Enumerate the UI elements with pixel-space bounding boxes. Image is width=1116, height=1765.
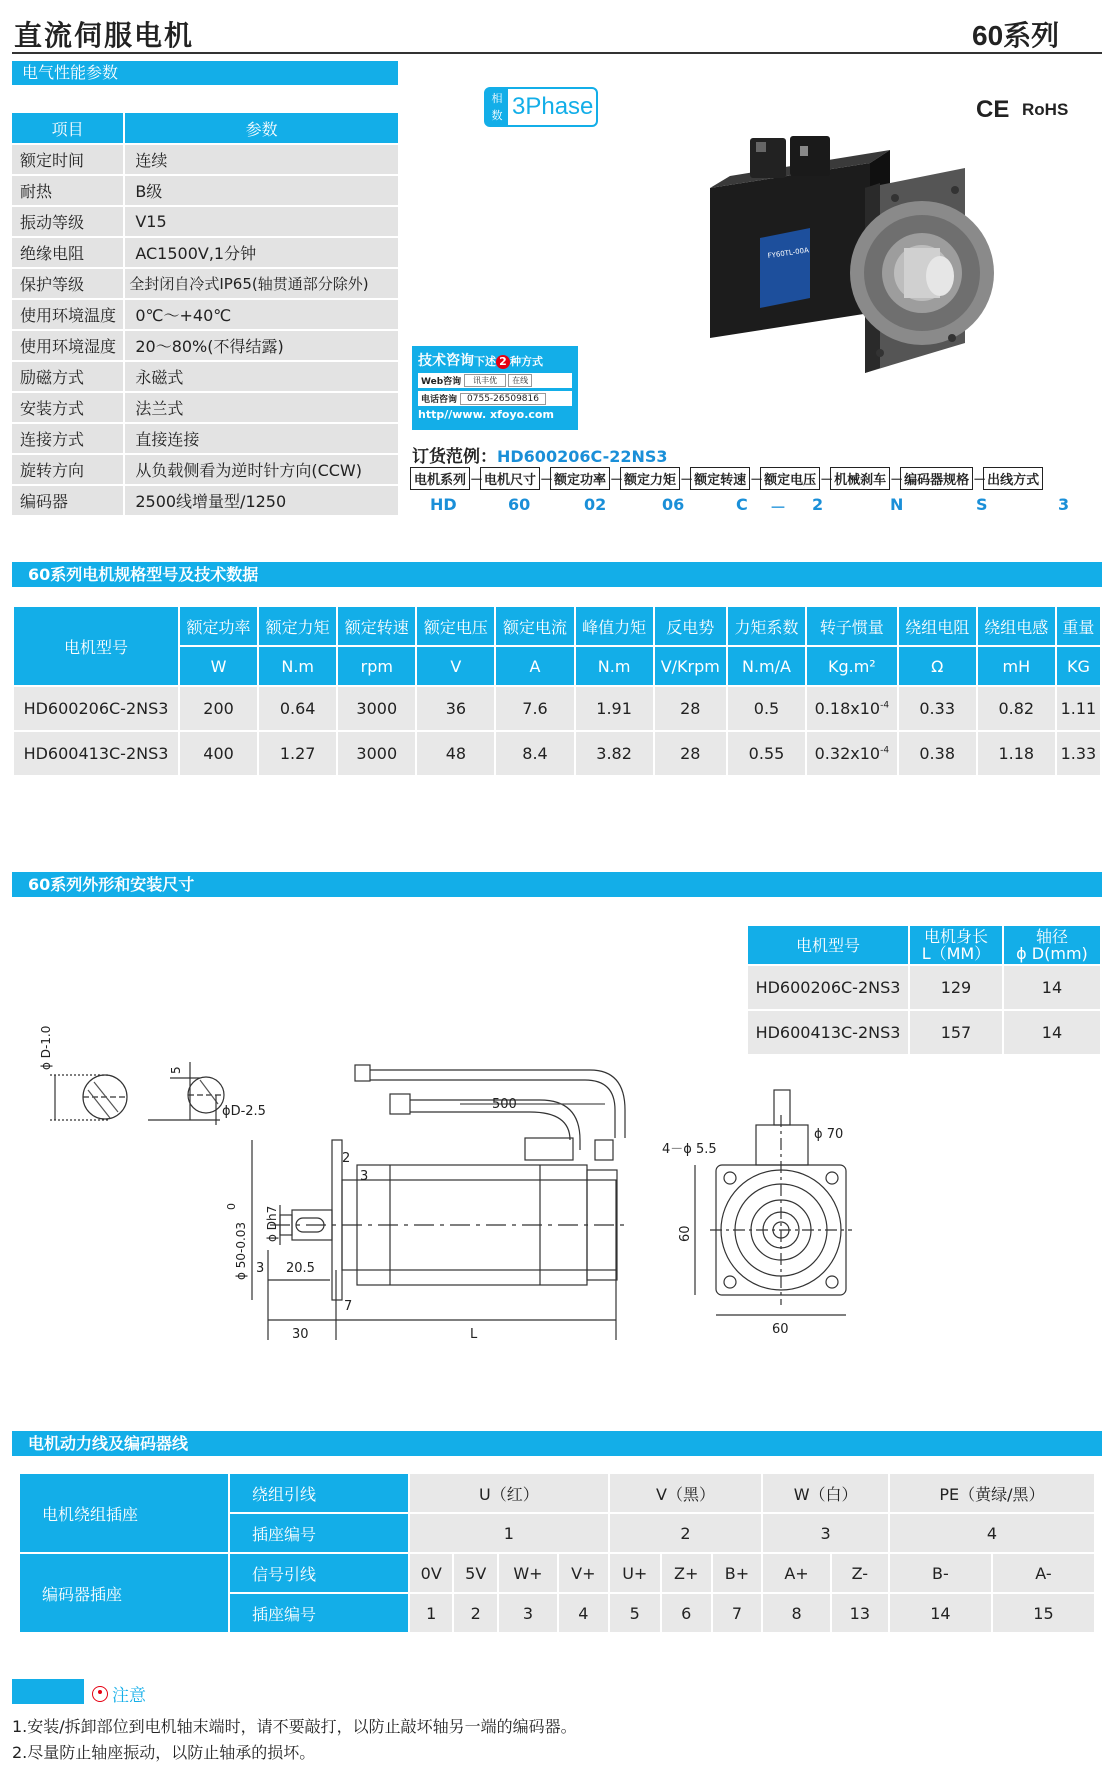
signal-lead: Z- [831, 1553, 889, 1593]
param-key: 励磁方式 [12, 361, 124, 392]
order-dash: － [680, 473, 694, 488]
spec-unit: N.m [258, 646, 337, 686]
signal-pin: 5 [609, 1593, 661, 1633]
order-value: S [976, 495, 988, 514]
order-field: 额定电压 [760, 467, 820, 490]
spec-header: 转子惯量 [806, 606, 898, 646]
ce-mark: CE [976, 96, 1010, 123]
spec-cell: 1.91 [575, 686, 654, 731]
signal-pin: 8 [762, 1593, 830, 1633]
title-rule [12, 52, 1102, 54]
consult-heading [418, 350, 572, 370]
spec-header: 额定力矩 [258, 606, 337, 646]
spec-header: 力矩系数 [727, 606, 806, 646]
drawing-label-d1: ϕ D-1.0 [39, 1025, 53, 1070]
dim-shaft: 14 [1003, 1010, 1101, 1055]
spec-header: 额定电流 [495, 606, 574, 646]
order-value: HD [430, 495, 457, 514]
consult-tel: 0755-26509816 [460, 393, 546, 405]
order-field: 电机尺寸 [480, 467, 540, 490]
phase-badge [484, 87, 598, 127]
spec-cell: 28 [654, 686, 727, 731]
spec-inertia-base: 0.32x10 [814, 744, 881, 763]
order-value: 2 [812, 495, 824, 514]
order-example: HD600206C-22NS3 [497, 447, 668, 466]
order-value: N [890, 495, 904, 514]
drawing-label-phi50: ϕ 50-0.03 [234, 1221, 248, 1280]
param-key: 振动等级 [12, 206, 124, 237]
outline-section-bar: 60系列外形和安装尺寸 [12, 872, 1102, 897]
encoder-signal-label: 信号引线 [229, 1553, 409, 1593]
dim-length: 157 [909, 1010, 1003, 1055]
dim-model: HD600206C-2NS3 [747, 965, 909, 1010]
encoder-socket-label: 编码器插座 [19, 1553, 229, 1633]
param-value: 20～80%(不得结露) [124, 330, 398, 361]
consult-box [412, 346, 578, 430]
spec-cell: 0.5 [727, 686, 806, 731]
spec-unit: Kg.m² [806, 646, 898, 686]
drawing-label-sixty-v: 60 [678, 1225, 693, 1242]
dim-model-header: 电机型号 [747, 925, 909, 965]
drawing-label-zero: 0 [225, 1203, 238, 1210]
drawing-label-five: 5 [169, 1066, 183, 1074]
drawing-label-cable: 500 [492, 1097, 517, 1112]
spec-header: 额定转速 [337, 606, 416, 646]
spec-unit: KG [1056, 646, 1101, 686]
power-lead: V（黑） [609, 1473, 763, 1513]
nameplate-text: FY60TL-00A [767, 246, 810, 260]
drawing-label-sixty-h: 60 [772, 1322, 789, 1337]
winding-lead-label: 绕组引线 [229, 1473, 409, 1513]
signal-pin: 13 [831, 1593, 889, 1633]
consult-web-button-2[interactable]: 在线 [508, 374, 532, 387]
spec-cell: 3000 [337, 731, 416, 776]
drawing-label-two: 2 [342, 1151, 351, 1166]
signal-lead: 5V [453, 1553, 497, 1593]
spec-unit: rpm [337, 646, 416, 686]
spec-cell: 36 [416, 686, 495, 731]
spec-cell: 1.27 [258, 731, 337, 776]
param-value: 0℃～+40℃ [124, 299, 398, 330]
order-dash: － [820, 473, 834, 488]
spec-header: 额定功率 [179, 606, 258, 646]
motor-photo [690, 128, 1010, 403]
order-value: 06 [662, 495, 685, 514]
order-dash: － [770, 498, 787, 517]
dim-length-header [909, 925, 1003, 965]
dim-shaft-line1: 轴径 [1035, 927, 1068, 946]
order-value: 60 [508, 495, 531, 514]
power-lead: U（红） [409, 1473, 609, 1513]
signal-lead: 0V [409, 1553, 453, 1593]
param-value: 2500线增量型/1250 [124, 485, 398, 516]
param-value: 连续 [124, 144, 398, 175]
electrical-section-bar [12, 61, 398, 85]
consult-web-button[interactable]: 讯丰优 [464, 374, 506, 387]
signal-lead: Z+ [661, 1553, 712, 1593]
order-value: C [736, 495, 748, 514]
param-key: 保护等级 [12, 268, 124, 299]
electrical-table [12, 113, 398, 517]
spec-section-bar: 60系列电机规格型号及技术数据 [12, 562, 1102, 587]
order-title-label: 订货范例： [412, 447, 497, 467]
order-field: 机械刹车 [830, 467, 890, 490]
drawing-label-holes: 4－ϕ 5.5 [662, 1142, 717, 1157]
spec-unit: N.m/A [727, 646, 806, 686]
spec-unit: mH [977, 646, 1056, 686]
phase-value: 3Phase [512, 93, 594, 120]
spec-cell: 0.64 [258, 686, 337, 731]
spec-header: 重量 [1056, 606, 1101, 646]
spec-model: HD600206C-2NS3 [13, 686, 179, 731]
signal-pin: 3 [498, 1593, 558, 1633]
notes-heading [92, 1681, 146, 1706]
spec-cell: 1.11 [1056, 686, 1101, 731]
signal-pin: 7 [712, 1593, 763, 1633]
outline-drawing [30, 1020, 930, 1360]
notes-title: 注意 [112, 1686, 146, 1706]
order-value: 3 [1058, 495, 1070, 514]
table-row [13, 731, 1101, 776]
spec-unit: W [179, 646, 258, 686]
signal-lead: U+ [609, 1553, 661, 1593]
param-key: 旋转方向 [12, 454, 124, 485]
series-title: 60系列 [972, 20, 1060, 51]
signal-lead: B- [889, 1553, 992, 1593]
winding-socket-label: 电机绕组插座 [19, 1473, 229, 1553]
dim-model: HD600413C-2NS3 [747, 1010, 909, 1055]
wiring-section-bar: 电机动力线及编码器线 [12, 1431, 1102, 1456]
dim-shaft-line2: ϕ D(mm) [1016, 944, 1088, 963]
order-title [412, 442, 668, 467]
motor-front-view [662, 1090, 852, 1337]
power-pin: 2 [609, 1513, 763, 1553]
col-param: 参数 [124, 113, 398, 144]
signal-lead: A- [992, 1553, 1095, 1593]
order-dash: － [750, 473, 764, 488]
order-fields [410, 467, 1043, 490]
phase-label-1: 相 [491, 92, 503, 105]
table-row [747, 965, 1101, 1010]
signal-lead: V+ [558, 1553, 609, 1593]
spec-cell: 3000 [337, 686, 416, 731]
spec-cell: 0.82 [977, 686, 1056, 731]
signal-pin: 15 [992, 1593, 1095, 1633]
page-title: 直流伺服电机 [14, 20, 195, 51]
motor-side-view [225, 1065, 630, 1342]
drawing-label-L: L [470, 1327, 478, 1342]
param-value: 直接连接 [124, 423, 398, 454]
spec-table [12, 605, 1102, 777]
param-key: 使用环境湿度 [12, 330, 124, 361]
param-key: 使用环境温度 [12, 299, 124, 330]
winding-pin-label: 插座编号 [229, 1513, 409, 1553]
order-dash: － [890, 473, 904, 488]
spec-cell: 0.38 [898, 731, 977, 776]
order-field: 电机系列 [410, 467, 470, 490]
phase-label-box [486, 89, 508, 125]
order-field: 额定功率 [550, 467, 610, 490]
drawing-label-three2: 3 [256, 1261, 265, 1276]
drawing-label-three: 3 [360, 1169, 369, 1184]
drawing-label-thirty: 30 [292, 1327, 309, 1342]
dim-length-line2: L（MM） [921, 944, 991, 963]
phase-label-2: 数 [491, 109, 503, 122]
spec-unit: V/Krpm [654, 646, 727, 686]
consult-sub2: 种方式 [510, 355, 543, 368]
spec-cell: 48 [416, 731, 495, 776]
order-field: 额定转速 [690, 467, 750, 490]
consult-sub: 下述 [474, 355, 496, 368]
spec-header: 绕组电感 [977, 606, 1056, 646]
shaft-section-2 [148, 1062, 266, 1125]
dim-shaft: 14 [1003, 965, 1101, 1010]
spec-model-header: 电机型号 [13, 606, 179, 686]
order-values [410, 495, 1100, 515]
param-value: B级 [124, 175, 398, 206]
consult-num: 2 [496, 355, 510, 369]
warning-icon [92, 1686, 108, 1702]
param-value: 法兰式 [124, 392, 398, 423]
spec-inertia-base: 0.18x10 [814, 699, 881, 718]
spec-header: 额定电压 [416, 606, 495, 646]
encoder-pin-label: 插座编号 [229, 1593, 409, 1633]
signal-lead: B+ [712, 1553, 763, 1593]
note-item: 2.尽量防止轴座振动，以防止轴承的损坏。 [12, 1743, 316, 1762]
spec-cell: 7.6 [495, 686, 574, 731]
signal-pin: 4 [558, 1593, 609, 1633]
spec-cell: 400 [179, 731, 258, 776]
spec-unit: A [495, 646, 574, 686]
consult-url[interactable]: http//www. xfoyo.com [418, 408, 554, 421]
spec-cell: 28 [654, 731, 727, 776]
spec-header: 反电势 [654, 606, 727, 646]
consult-web-row [418, 373, 572, 388]
table-row [13, 686, 1101, 731]
param-key: 编码器 [12, 485, 124, 516]
power-pin: 3 [762, 1513, 889, 1553]
param-key: 安装方式 [12, 392, 124, 423]
power-lead: PE（黄绿/黑） [889, 1473, 1095, 1513]
signal-pin: 6 [661, 1593, 712, 1633]
notes-bar [12, 1679, 84, 1704]
order-value: 02 [584, 495, 607, 514]
dim-length: 129 [909, 965, 1003, 1010]
shaft-section-1 [39, 1026, 127, 1120]
order-field: 出线方式 [983, 467, 1043, 490]
param-value: 全封闭自冷式IP65(轴贯通部分除外) [124, 268, 398, 299]
dim-shaft-header [1003, 925, 1101, 965]
drawing-label-dh7: ϕ Dh7 [265, 1205, 279, 1242]
power-pin: 4 [889, 1513, 1095, 1553]
note-item: 1.安装/拆卸部位到电机轴末端时，请不要敲打，以防止敲坏轴另一端的编码器。 [12, 1717, 577, 1736]
consult-tel-row [418, 391, 572, 406]
spec-model: HD600413C-2NS3 [13, 731, 179, 776]
param-key: 额定时间 [12, 144, 124, 175]
spec-inertia [806, 686, 898, 731]
drawing-label-seven: 7 [344, 1299, 353, 1314]
consult-tel-label: 电话咨询 [421, 395, 458, 405]
param-key: 耐热 [12, 175, 124, 206]
param-value: AC1500V,1分钟 [124, 237, 398, 268]
rohs-mark: RoHS [1022, 100, 1069, 119]
spec-inertia [806, 731, 898, 776]
order-field: 编码器规格 [900, 467, 973, 490]
signal-pin: 1 [409, 1593, 453, 1633]
signal-lead: W+ [498, 1553, 558, 1593]
signal-pin: 2 [453, 1593, 497, 1633]
spec-cell: 1.18 [977, 731, 1056, 776]
dim-length-line1: 电机身长 [923, 927, 988, 946]
wiring-table [18, 1472, 1096, 1634]
param-value: 永磁式 [124, 361, 398, 392]
order-dash: － [470, 473, 484, 488]
drawing-label-l205: 20.5 [286, 1261, 315, 1276]
drawing-label-d2: ϕD-2.5 [222, 1104, 266, 1119]
order-field: 额定力矩 [620, 467, 680, 490]
spec-cell: 3.82 [575, 731, 654, 776]
spec-unit: N.m [575, 646, 654, 686]
param-value: V15 [124, 206, 398, 237]
power-pin: 1 [409, 1513, 609, 1553]
spec-header: 峰值力矩 [575, 606, 654, 646]
spec-inertia-exp: -4 [880, 700, 890, 711]
spec-unit: V [416, 646, 495, 686]
drawing-label-phi70: ϕ 70 [814, 1127, 844, 1142]
order-dash: － [540, 473, 554, 488]
spec-header: 绕组电阻 [898, 606, 977, 646]
spec-inertia-exp: -4 [880, 745, 890, 756]
consult-web-label: Web咨询 [421, 377, 462, 387]
param-value: 从负载侧看为逆时针方向(CCW) [124, 454, 398, 485]
spec-cell: 0.33 [898, 686, 977, 731]
spec-cell: 0.55 [727, 731, 806, 776]
signal-lead: A+ [762, 1553, 830, 1593]
spec-unit: Ω [898, 646, 977, 686]
spec-cell: 200 [179, 686, 258, 731]
col-item: 项目 [12, 113, 124, 144]
order-dash: － [610, 473, 624, 488]
consult-title: 技术咨询 [418, 353, 474, 369]
electrical-section-title: 电气性能参数 [22, 63, 119, 82]
param-key: 连接方式 [12, 423, 124, 454]
order-dash: － [973, 473, 987, 488]
signal-pin: 14 [889, 1593, 992, 1633]
param-key: 绝缘电阻 [12, 237, 124, 268]
spec-cell: 8.4 [495, 731, 574, 776]
power-lead: W（白） [762, 1473, 889, 1513]
spec-cell: 1.33 [1056, 731, 1101, 776]
